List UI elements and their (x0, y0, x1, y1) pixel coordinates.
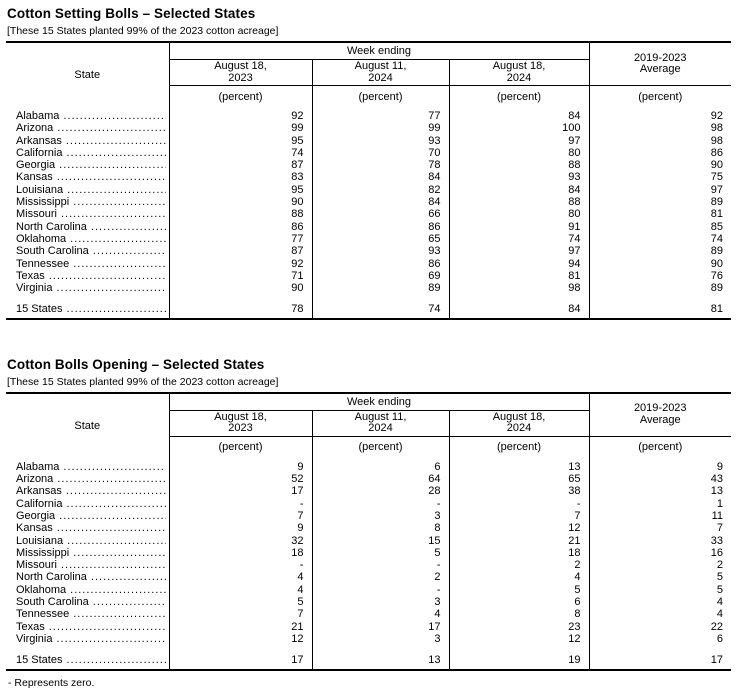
state-name: California (16, 146, 63, 159)
value-cell: 89 (710, 245, 723, 258)
dot-leader (66, 485, 166, 497)
table-title: Cotton Setting Bolls – Selected States (7, 6, 256, 21)
dot-leader (91, 221, 166, 233)
value-cell: 3 (312, 633, 449, 645)
state-name: Arkansas (16, 485, 62, 498)
value-cell: - (169, 498, 312, 510)
table-row (6, 221, 731, 233)
value-cell: 3 (312, 510, 449, 522)
value-cell: 4 (312, 608, 449, 620)
state-name-cell (6, 621, 169, 633)
state-name-cell (6, 458, 169, 473)
value-cell: 12 (169, 633, 312, 645)
state-name-cell (6, 122, 169, 134)
state-column-header: State (6, 393, 169, 458)
dot-leader (63, 110, 165, 122)
value-cell: 21 (449, 535, 589, 547)
value-cell: 22 (710, 620, 723, 633)
average-header-line1: 2019-2023 (633, 51, 687, 64)
value-cell: 28 (312, 485, 449, 497)
total-row (6, 294, 731, 318)
state-name-cell (6, 221, 169, 233)
value-cell: 9 (169, 522, 312, 534)
state-name: Arkansas (16, 134, 62, 147)
state-name-cell (6, 633, 169, 645)
state-name: North Carolina (16, 571, 87, 584)
value-cell: 17 (169, 645, 312, 669)
dot-leader (61, 559, 166, 571)
value-cell: 11 (711, 509, 723, 522)
value-cell: 92 (169, 258, 312, 270)
table-title: Cotton Bolls Opening – Selected States (7, 356, 265, 372)
value-cell: 89 (312, 282, 449, 294)
dot-leader (66, 147, 165, 159)
state-name-cell (6, 571, 169, 583)
value-cell: 7 (716, 522, 723, 535)
value-cell: 4 (716, 596, 723, 609)
table-row (6, 122, 731, 134)
state-name: Alabama (16, 110, 60, 122)
table-note: [These 15 States planted 99% of the 2023 cotton acreage] (7, 375, 279, 388)
value-cell: 93 (312, 135, 449, 147)
dot-leader (66, 498, 165, 510)
dot-leader (73, 196, 165, 208)
value-cell: 5 (169, 596, 312, 608)
value-cell: 4 (169, 571, 312, 583)
state-name-cell (6, 282, 169, 294)
state-name-cell (6, 498, 169, 510)
table-row (6, 473, 731, 485)
dot-leader (73, 258, 165, 270)
state-name-cell (6, 107, 169, 122)
value-cell: 74 (710, 232, 723, 245)
value-cell: 98 (710, 122, 723, 135)
value-cell: 84 (449, 184, 589, 196)
value-cell: 75 (710, 171, 723, 184)
state-name: Kansas (16, 171, 53, 184)
state-name-cell (6, 245, 169, 257)
value-cell: 65 (449, 473, 589, 485)
dot-leader (59, 159, 165, 171)
value-cell: 66 (312, 208, 449, 220)
state-name: Mississippi (16, 546, 70, 559)
week-ending-header: Week ending (169, 393, 589, 411)
state-name: South Carolina (16, 596, 89, 609)
value-cell: 5 (312, 547, 449, 559)
dot-leader (57, 171, 166, 183)
value-cell: 86 (169, 221, 312, 233)
state-name: Arizona (16, 122, 54, 135)
state-name: Louisiana (16, 534, 64, 547)
unit-label: (percent) (449, 436, 589, 458)
state-name: Virginia (16, 282, 53, 295)
dot-leader (57, 122, 165, 134)
value-cell: 77 (312, 107, 449, 122)
value-cell: 93 (312, 245, 449, 257)
section-cotton-setting-bolls (6, 6, 737, 320)
value-cell: 1 (716, 497, 723, 510)
value-cell: 7 (169, 510, 312, 522)
state-name-cell (6, 258, 169, 270)
value-cell: 2 (449, 559, 589, 571)
table-row (6, 245, 731, 257)
dot-leader (63, 461, 165, 473)
value-cell: 93 (449, 171, 589, 183)
state-name: North Carolina (16, 220, 87, 233)
dot-leader (70, 584, 165, 596)
state-name: 15 States (16, 654, 63, 667)
dot-leader (59, 510, 165, 522)
state-name: Oklahoma (16, 583, 67, 596)
state-name-cell (6, 535, 169, 547)
value-cell: 84 (449, 107, 589, 122)
value-cell: 80 (449, 208, 589, 220)
average-column-header (589, 393, 731, 437)
state-name-cell (6, 559, 169, 571)
dot-leader (57, 633, 166, 645)
table-row (6, 633, 731, 645)
value-cell: 84 (312, 196, 449, 208)
unit-label: (percent) (312, 86, 449, 108)
value-cell: 65 (312, 233, 449, 245)
value-cell: 78 (169, 294, 312, 318)
value-cell: 86 (710, 146, 723, 159)
table-row (6, 458, 731, 473)
dot-leader (49, 270, 166, 282)
value-cell: 9 (169, 458, 312, 473)
value-cell: 7 (169, 608, 312, 620)
table-row (6, 196, 731, 208)
table-row (6, 498, 731, 510)
dot-leader (67, 184, 165, 196)
value-cell: 7 (449, 510, 589, 522)
average-header-line2: Average (639, 63, 681, 75)
value-cell: 89 (710, 196, 723, 209)
state-name-cell (6, 270, 169, 282)
value-cell: 74 (449, 233, 589, 245)
state-column-header: State (6, 42, 169, 107)
value-cell: 90 (169, 196, 312, 208)
section-cotton-bolls-opening (6, 357, 737, 671)
table-row (6, 559, 731, 571)
value-cell: 83 (169, 171, 312, 183)
dot-leader (57, 522, 166, 534)
value-cell: 69 (312, 270, 449, 282)
dot-leader (91, 571, 166, 583)
state-name-cell (6, 208, 169, 220)
value-cell: 87 (169, 159, 312, 171)
state-name-cell (6, 196, 169, 208)
dot-leader (70, 233, 165, 245)
value-cell: 23 (449, 621, 589, 633)
table-row (6, 233, 731, 245)
state-name-cell (6, 147, 169, 159)
table-row (6, 510, 731, 522)
table-row (6, 608, 731, 620)
value-cell: - (169, 559, 312, 571)
column-header-aug18-2023: August 18, 2023 (169, 60, 312, 86)
value-cell: 17 (710, 654, 723, 667)
value-cell: 97 (710, 183, 723, 196)
value-cell: 98 (449, 282, 589, 294)
value-cell: 87 (169, 245, 312, 257)
header-row-group (6, 393, 731, 411)
value-cell: 84 (449, 294, 589, 318)
table-row (6, 535, 731, 547)
table-row (6, 547, 731, 559)
value-cell: 17 (312, 621, 449, 633)
table-row (6, 621, 731, 633)
state-name: South Carolina (16, 245, 89, 258)
value-cell: 81 (710, 208, 723, 221)
value-cell: 95 (169, 184, 312, 196)
state-name-cell (6, 135, 169, 147)
table-row (6, 208, 731, 220)
value-cell: 100 (449, 122, 589, 134)
state-name: 15 States (16, 303, 63, 316)
value-cell: 88 (449, 159, 589, 171)
value-cell: 43 (710, 473, 723, 486)
value-cell: 6 (449, 596, 589, 608)
value-cell: 90 (710, 257, 723, 270)
value-cell: 33 (710, 534, 723, 547)
value-cell: 90 (710, 159, 723, 172)
state-name: Missouri (16, 559, 57, 572)
value-cell: 18 (449, 547, 589, 559)
state-name-cell (6, 233, 169, 245)
state-name: Tennessee (16, 257, 70, 270)
value-cell: 4 (169, 584, 312, 596)
state-name-cell (6, 596, 169, 608)
state-name-cell (6, 608, 169, 620)
state-name: Oklahoma (16, 232, 67, 245)
value-cell: 52 (169, 473, 312, 485)
state-name-cell (6, 522, 169, 534)
unit-label: (percent) (312, 436, 449, 458)
average-header-line2: Average (639, 413, 681, 426)
state-name-cell (6, 159, 169, 171)
state-name: Arizona (16, 473, 54, 486)
value-cell: 15 (312, 535, 449, 547)
state-name-cell (6, 294, 169, 318)
header-row-group (6, 42, 731, 60)
value-cell: 94 (449, 258, 589, 270)
value-cell: 2 (312, 571, 449, 583)
dot-leader (49, 621, 166, 633)
table-note: [These 15 States planted 99% of the 2023 cotton acreage] (7, 25, 279, 37)
value-cell: 77 (169, 233, 312, 245)
average-header-line1: 2019-2023 (633, 402, 687, 415)
value-cell: - (449, 498, 589, 510)
footnote: - Represents zero. (8, 676, 95, 689)
value-cell: 70 (312, 147, 449, 159)
state-name: Tennessee (16, 608, 70, 621)
value-cell: 13 (449, 458, 589, 473)
value-cell: 80 (449, 147, 589, 159)
value-cell: 86 (312, 258, 449, 270)
setting-bolls-table (6, 41, 731, 320)
value-cell: 4 (449, 571, 589, 583)
value-cell: 13 (312, 645, 449, 669)
value-cell: 64 (312, 473, 449, 485)
value-cell: 74 (312, 294, 449, 318)
dot-leader (73, 547, 165, 559)
dot-leader (67, 535, 165, 547)
value-cell: 12 (449, 633, 589, 645)
table-row (6, 485, 731, 497)
value-cell: 8 (449, 608, 589, 620)
table-row (6, 522, 731, 534)
value-cell: 71 (169, 270, 312, 282)
state-name-cell (6, 171, 169, 183)
value-cell: 2 (716, 559, 723, 572)
table-row (6, 584, 731, 596)
state-name: Texas (16, 269, 45, 282)
state-name: Georgia (16, 159, 56, 172)
value-cell: 32 (169, 535, 312, 547)
week-ending-header: Week ending (169, 42, 589, 60)
value-cell: 97 (449, 135, 589, 147)
value-cell: 82 (312, 184, 449, 196)
value-cell: 8 (312, 522, 449, 534)
dot-leader (66, 135, 166, 147)
total-row (6, 645, 731, 669)
table-row (6, 171, 731, 183)
state-name-cell (6, 473, 169, 485)
value-cell: 81 (449, 270, 589, 282)
table-row (6, 596, 731, 608)
value-cell: 6 (312, 458, 449, 473)
value-cell: 90 (169, 282, 312, 294)
column-header-aug18-2024: August 18, 2024 (449, 60, 589, 86)
column-header-aug18-2024: August 18, 2024 (449, 410, 589, 436)
dot-leader (93, 245, 166, 257)
value-cell: 18 (169, 547, 312, 559)
column-header-aug18-2023: August 18, 2023 (169, 410, 312, 436)
unit-label: (percent) (169, 436, 312, 458)
value-cell: 12 (449, 522, 589, 534)
value-cell: 86 (312, 221, 449, 233)
value-cell: 78 (312, 159, 449, 171)
dot-leader (57, 282, 166, 294)
value-cell: 91 (449, 221, 589, 233)
state-name: Alabama (16, 460, 60, 473)
value-cell: 6 (716, 632, 723, 645)
value-cell: 5 (716, 583, 723, 596)
unit-label: (percent) (638, 90, 683, 103)
table-row (6, 107, 731, 122)
dot-leader (73, 608, 165, 620)
unit-label: (percent) (169, 86, 312, 108)
table-row (6, 258, 731, 270)
value-cell: 81 (710, 303, 723, 316)
value-cell: 92 (710, 110, 723, 122)
value-cell: 95 (169, 135, 312, 147)
value-cell: 5 (449, 584, 589, 596)
unit-label: (percent) (449, 86, 589, 108)
state-name-cell (6, 584, 169, 596)
value-cell: 88 (169, 208, 312, 220)
unit-label: (percent) (638, 441, 683, 454)
table-row (6, 135, 731, 147)
state-name: Virginia (16, 632, 53, 645)
dot-leader (93, 596, 166, 608)
state-name: Louisiana (16, 183, 64, 196)
value-cell: 19 (449, 645, 589, 669)
table-row (6, 159, 731, 171)
value-cell: 74 (169, 147, 312, 159)
column-header-aug11-2024: August 11, 2024 (312, 60, 449, 86)
bolls-opening-table (6, 392, 731, 671)
value-cell: 89 (710, 282, 723, 295)
value-cell: - (312, 559, 449, 571)
table-row (6, 282, 731, 294)
value-cell: 99 (312, 122, 449, 134)
value-cell: 88 (449, 196, 589, 208)
value-cell: 4 (716, 608, 723, 621)
table-row (6, 270, 731, 282)
state-name: Missouri (16, 208, 57, 221)
dot-leader (61, 208, 166, 220)
average-column-header (589, 42, 731, 86)
value-cell: 85 (710, 220, 723, 233)
table-row (6, 184, 731, 196)
dot-leader (66, 654, 165, 666)
value-cell: 98 (710, 134, 723, 147)
value-cell: 9 (716, 460, 723, 473)
state-name: Texas (16, 620, 45, 633)
value-cell: 16 (710, 546, 723, 559)
dot-leader (66, 303, 165, 315)
value-cell: 99 (169, 122, 312, 134)
value-cell: 17 (169, 485, 312, 497)
state-name-cell (6, 645, 169, 669)
value-cell: 3 (312, 596, 449, 608)
state-name: California (16, 497, 63, 510)
state-name: Kansas (16, 522, 53, 535)
value-cell: 76 (710, 269, 723, 282)
state-name: Mississippi (16, 196, 70, 209)
dot-leader (57, 473, 165, 485)
state-name-cell (6, 184, 169, 196)
value-cell: 5 (716, 571, 723, 584)
value-cell: - (312, 584, 449, 596)
column-header-aug11-2024: August 11, 2024 (312, 410, 449, 436)
value-cell: 97 (449, 245, 589, 257)
state-name-cell (6, 485, 169, 497)
value-cell: 38 (449, 485, 589, 497)
state-name-cell (6, 547, 169, 559)
table-row (6, 571, 731, 583)
value-cell: 92 (169, 107, 312, 122)
value-cell: 21 (169, 621, 312, 633)
state-name: Georgia (16, 509, 56, 522)
value-cell: - (312, 498, 449, 510)
table-row (6, 147, 731, 159)
state-name-cell (6, 510, 169, 522)
value-cell: 84 (312, 171, 449, 183)
value-cell: 13 (710, 485, 723, 498)
